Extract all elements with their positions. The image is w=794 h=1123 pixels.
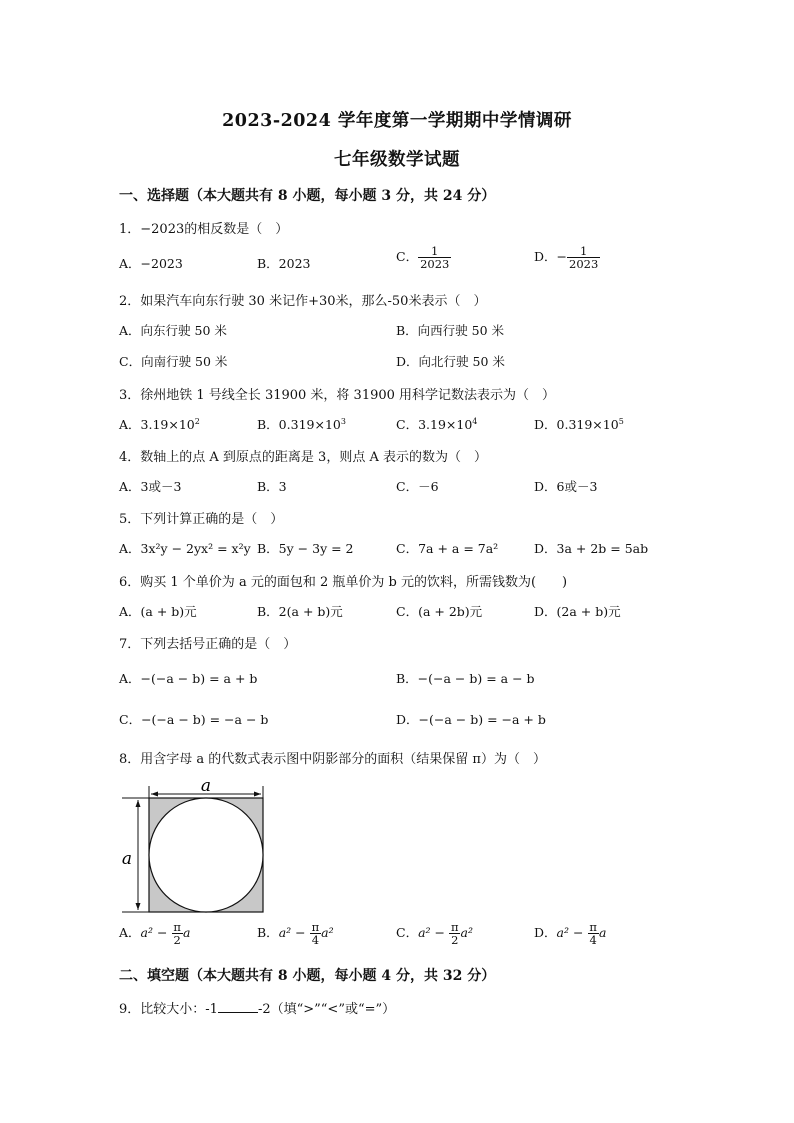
- q2-option-a: A．向东行驶 50 米: [119, 323, 227, 338]
- q3-option-c: [396, 415, 477, 433]
- q7-option-b: B．−(−a − b) = a − b: [396, 671, 535, 686]
- section-heading: 一、选择题（本大题共有 8 小题，每小题 3 分，共 24 分）: [119, 188, 496, 204]
- option-expr: a: [182, 925, 191, 941]
- option-text: B．0.319×10: [257, 417, 341, 432]
- fraction-numerator: π: [450, 920, 459, 934]
- exam-title: 2023-2024 学年度第一学期期中学情调研: [222, 111, 572, 131]
- q3-option-a: [119, 415, 200, 433]
- option-fraction: [449, 921, 461, 946]
- option-expr: a² −: [278, 925, 310, 941]
- fraction-denominator: 2023: [569, 257, 599, 272]
- option-fraction: [310, 921, 322, 946]
- q5-option-c: C．7a + a = 7a²: [396, 541, 499, 556]
- exam-subtitle: 七年级数学试题: [334, 150, 460, 170]
- q1-option-d-label: D．−: [534, 249, 567, 265]
- option-text: D．0.319×10: [534, 417, 619, 432]
- question-8-stem: 8．用含字母 a 的代数式表示图中阴影部分的面积（结果保留 π）为（ ）: [119, 752, 546, 767]
- q3-option-d: [534, 415, 624, 433]
- option-expr: a²: [321, 925, 334, 941]
- option-fraction: [171, 921, 183, 946]
- q7-option-a: A．−(−a − b) = a + b: [119, 671, 258, 686]
- question-4-stem: 4．数轴上的点 A 到原点的距离是 3，则点 A 表示的数为（ ）: [119, 450, 487, 465]
- q1-option-d-fraction: [567, 245, 600, 270]
- question-3-stem: 3．徐州地铁 1 号线全长 31900 米，将 31900 用科学记数法表示为（ ）: [119, 388, 556, 403]
- question-6-stem: 6．购买 1 个单价为 a 元的面包和 2 瓶单价为 b 元的饮料，所需钱数为( ): [119, 575, 568, 590]
- q5-option-d: D．3a + 2b = 5ab: [534, 541, 649, 556]
- q6-option-b: B．2(a + b)元: [257, 604, 343, 619]
- q1-option-c: [396, 245, 451, 270]
- question-5-stem: 5．下列计算正确的是（ ）: [119, 512, 284, 527]
- q7-option-c: C．−(−a − b) = −a − b: [119, 712, 269, 727]
- q2-option-c: C．向南行驶 50 米: [119, 354, 228, 369]
- option-label: B．: [257, 925, 279, 941]
- section-heading: 二、填空题（本大题共有 8 小题，每小题 4 分，共 32 分）: [119, 968, 496, 984]
- q5-option-a: A．3x²y − 2yx² = x²y: [119, 541, 251, 556]
- fraction-denominator: 2: [451, 933, 459, 948]
- q4-option-d: D．6或－3: [534, 479, 598, 494]
- q1-option-d: [534, 245, 600, 270]
- figure-label-top: a: [200, 776, 212, 796]
- fraction-denominator: 2023: [420, 257, 450, 272]
- question-1-stem: 1．−2023的相反数是（ ）: [119, 222, 289, 237]
- q4-option-c: C．－6: [396, 479, 439, 494]
- exponent: 4: [472, 416, 478, 426]
- q6-option-a: A．(a + b)元: [119, 604, 197, 619]
- q1-option-c-fraction: [418, 245, 451, 270]
- q5-option-b: B．5y − 3y = 2: [257, 541, 354, 556]
- q8-option-d: [534, 921, 606, 946]
- q4-option-b: B．3: [257, 479, 287, 494]
- option-expr: a² −: [556, 925, 588, 941]
- answer-blank[interactable]: [218, 1001, 258, 1013]
- fraction-numerator: π: [311, 920, 320, 934]
- option-text: A．3.19×10: [119, 417, 195, 432]
- q4-option-a: A．3或－3: [119, 479, 182, 494]
- question-2-stem: 2．如果汽车向东行驶 30 米记作+30米，那么-50米表示（ ）: [119, 294, 487, 309]
- question-9: [119, 998, 395, 1017]
- exponent: 5: [618, 416, 624, 426]
- q7-option-d: D．−(−a − b) = −a + b: [396, 712, 546, 727]
- fraction-numerator: π: [173, 920, 181, 934]
- q6-option-d: D．(2a + b)元: [534, 604, 621, 619]
- fraction-numerator: 1: [431, 244, 439, 258]
- exponent: 2: [194, 416, 200, 426]
- fraction-denominator: 4: [589, 933, 597, 948]
- inscribed-circle: [149, 798, 263, 912]
- option-fraction: [587, 921, 599, 946]
- q1-option-b: B．2023: [257, 256, 311, 271]
- option-expr: a² −: [140, 925, 172, 941]
- fraction-numerator: π: [589, 920, 597, 934]
- q3-option-b: [257, 415, 346, 433]
- q8-option-b: [257, 921, 334, 946]
- question-7-stem: 7．下列去括号正确的是（ ）: [119, 637, 297, 652]
- fraction-denominator: 2: [173, 933, 181, 948]
- option-expr: a: [598, 925, 607, 941]
- option-text: C．3.19×10: [396, 417, 473, 432]
- q6-option-c: C．(a + 2b)元: [396, 604, 483, 619]
- option-label: A．: [119, 925, 141, 941]
- option-label: D．: [534, 925, 557, 941]
- q1-option-a: A．−2023: [119, 256, 183, 271]
- q2-option-b: B．向西行驶 50 米: [396, 323, 505, 338]
- option-expr: a² −: [418, 925, 449, 941]
- option-label: C．: [396, 925, 419, 941]
- q1-option-c-label: C．: [396, 249, 419, 265]
- exponent: 3: [340, 416, 346, 426]
- option-expr: a²: [460, 925, 473, 941]
- question-9-suffix: -2（填“>”“<”或“=”）: [257, 1002, 396, 1017]
- q2-option-d: D．向北行驶 50 米: [396, 354, 505, 369]
- question-9-prefix: 9．比较大小：-1: [119, 1002, 218, 1017]
- q8-option-a: [119, 921, 190, 946]
- q8-option-c: [396, 921, 473, 946]
- fraction-denominator: 4: [311, 933, 320, 948]
- figure-label-left: a: [121, 849, 133, 869]
- q8-figure: [118, 776, 278, 918]
- fraction-numerator: 1: [579, 244, 588, 258]
